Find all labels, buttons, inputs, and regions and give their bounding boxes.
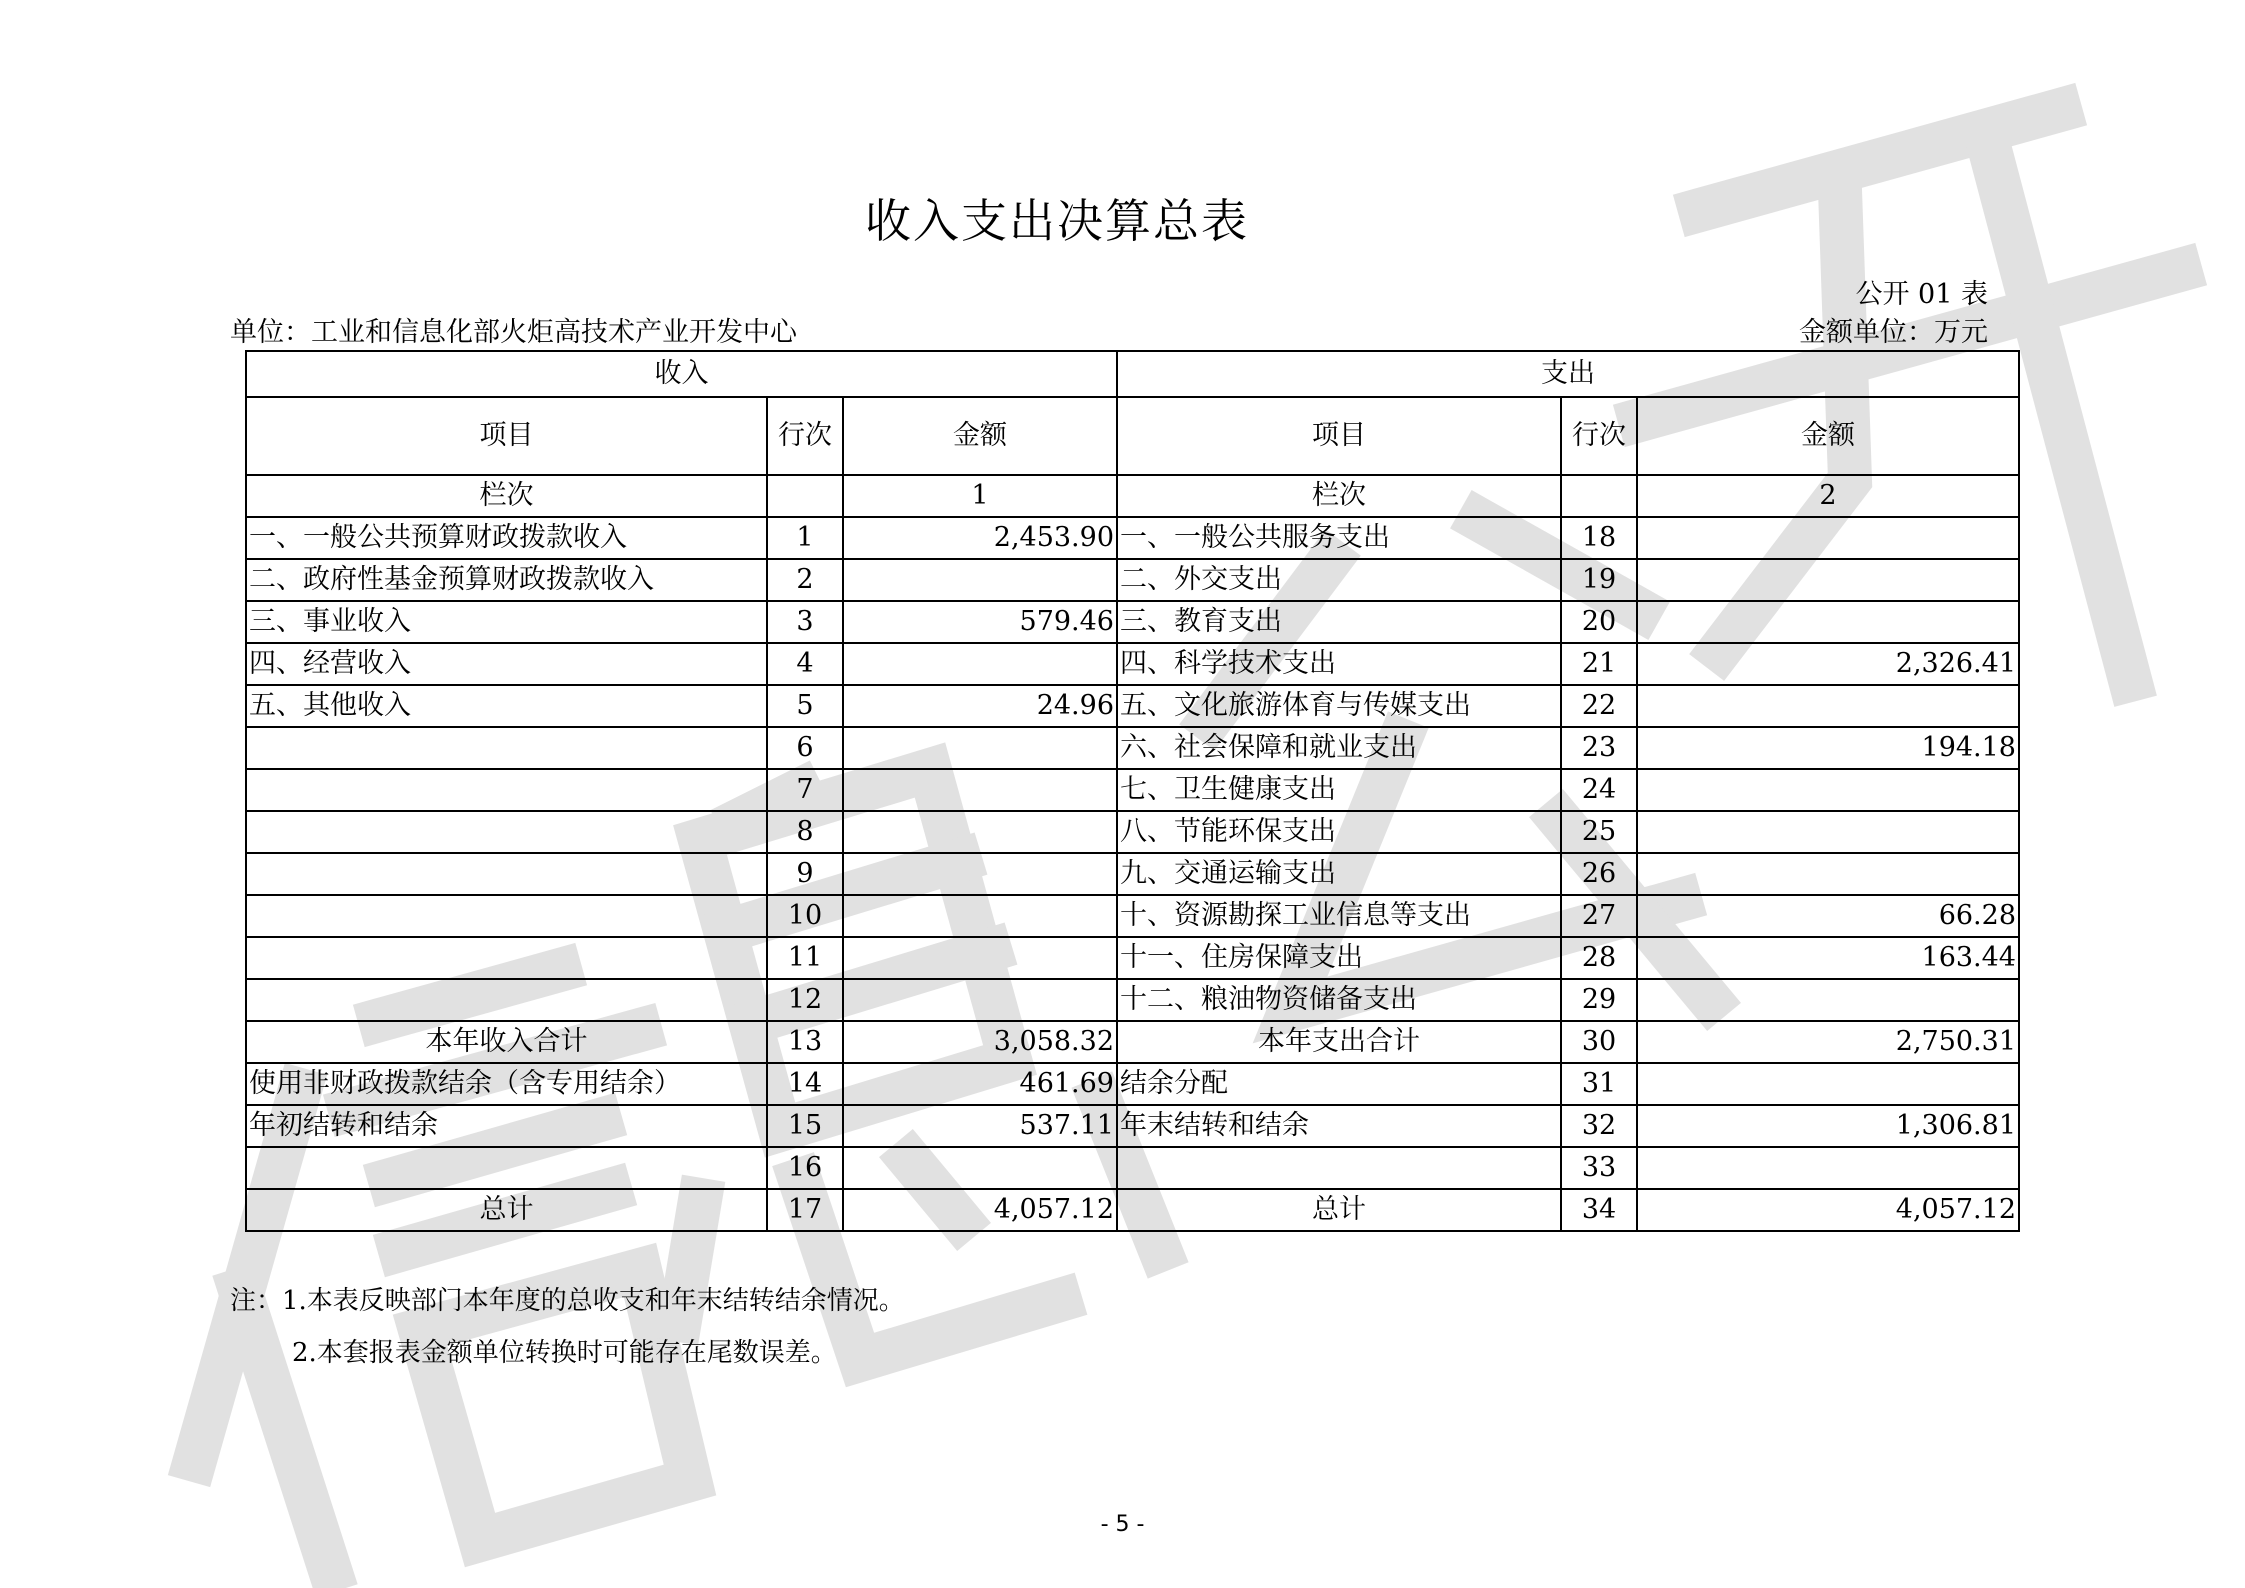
income-amount-cell (843, 853, 1117, 895)
table-row (246, 1021, 2019, 1063)
income-amount-cell (843, 1147, 1117, 1189)
income-row-no-cell: 10 (767, 895, 843, 937)
expense-amount-cell: 1,306.81 (1637, 1105, 2019, 1147)
income-row-no-cell: 11 (767, 937, 843, 979)
income-amount-cell: 461.69 (843, 1063, 1117, 1105)
expense-column-number: 2 (1637, 475, 2019, 517)
expense-amount-cell (1637, 517, 2019, 559)
expense-item-cell: 十一、住房保障支出 (1117, 937, 1561, 979)
note-1: 注：1.本表反映部门本年度的总收支和年末结转结余情况。 (230, 1286, 905, 1316)
income-row-no-cell: 3 (767, 601, 843, 643)
income-amount-cell (843, 727, 1117, 769)
expense-item-cell (1117, 1147, 1561, 1189)
expense-item-cell: 五、文化旅游体育与传媒支出 (1117, 685, 1561, 727)
expense-item-cell: 本年支出合计 (1117, 1021, 1561, 1063)
income-amount-cell (843, 811, 1117, 853)
income-item-cell: 三、事业收入 (246, 601, 767, 643)
expense-row-no-cell: 20 (1561, 601, 1637, 643)
expense-amount-cell (1637, 601, 2019, 643)
expense-amount-cell (1637, 979, 2019, 1021)
income-row-no-cell: 2 (767, 559, 843, 601)
table-row (246, 1189, 2019, 1231)
expense-row-no-cell: 28 (1561, 937, 1637, 979)
expense-amount-cell (1637, 1147, 2019, 1189)
expense-amount-cell: 194.18 (1637, 727, 2019, 769)
table-row (246, 727, 2019, 769)
income-row-no-cell: 16 (767, 1147, 843, 1189)
expense-row-no-cell: 22 (1561, 685, 1637, 727)
section-header-row (246, 351, 2019, 397)
expense-item-cell: 总计 (1117, 1189, 1561, 1231)
form-number: 公开 01 表 (1855, 279, 1988, 310)
expense-item-cell: 九、交通运输支出 (1117, 853, 1561, 895)
table-row (246, 1105, 2019, 1147)
expense-row-no-cell: 27 (1561, 895, 1637, 937)
income-amount-cell (843, 559, 1117, 601)
table-row (246, 769, 2019, 811)
income-amount-cell: 24.96 (843, 685, 1117, 727)
expense-item-cell: 十二、粮油物资储备支出 (1117, 979, 1561, 1021)
column-header-row (246, 397, 2019, 475)
page-number: - 5 - (1100, 1512, 1145, 1537)
income-amount-cell (843, 937, 1117, 979)
expense-amount-cell: 163.44 (1637, 937, 2019, 979)
expense-column-blank (1561, 475, 1637, 517)
income-row-no-cell: 9 (767, 853, 843, 895)
expense-row-no-cell: 18 (1561, 517, 1637, 559)
income-item-cell (246, 853, 767, 895)
expense-amount-cell (1637, 853, 2019, 895)
income-item-cell: 二、政府性基金预算财政拨款收入 (246, 559, 767, 601)
income-row-no-cell: 5 (767, 685, 843, 727)
expense-row-no-cell: 26 (1561, 853, 1637, 895)
expense-section-header: 支出 (1117, 351, 2019, 397)
expense-row-no-cell: 23 (1561, 727, 1637, 769)
income-row-no-header: 行次 (767, 397, 843, 475)
income-item-cell (246, 1147, 767, 1189)
income-amount-cell (843, 979, 1117, 1021)
income-amount-cell: 3,058.32 (843, 1021, 1117, 1063)
expense-item-cell: 十、资源勘探工业信息等支出 (1117, 895, 1561, 937)
expense-item-cell: 一、一般公共服务支出 (1117, 517, 1561, 559)
expense-amount-cell (1637, 769, 2019, 811)
income-amount-cell: 4,057.12 (843, 1189, 1117, 1231)
table-row (246, 895, 2019, 937)
income-item-cell: 年初结转和结余 (246, 1105, 767, 1147)
income-item-cell (246, 937, 767, 979)
table-row (246, 685, 2019, 727)
income-item-cell (246, 811, 767, 853)
expense-row-no-cell: 30 (1561, 1021, 1637, 1063)
table-row (246, 811, 2019, 853)
expense-row-no-cell: 24 (1561, 769, 1637, 811)
expense-item-cell: 结余分配 (1117, 1063, 1561, 1105)
income-item-cell (246, 895, 767, 937)
expense-amount-cell (1637, 1063, 2019, 1105)
income-column-blank (767, 475, 843, 517)
income-item-cell (246, 769, 767, 811)
income-expense-table (245, 350, 2020, 1232)
income-row-no-cell: 17 (767, 1189, 843, 1231)
income-row-no-cell: 4 (767, 643, 843, 685)
income-row-no-cell: 15 (767, 1105, 843, 1147)
income-row-no-cell: 14 (767, 1063, 843, 1105)
income-amount-cell: 2,453.90 (843, 517, 1117, 559)
expense-row-no-header: 行次 (1561, 397, 1637, 475)
table-row (246, 601, 2019, 643)
income-column-number: 1 (843, 475, 1117, 517)
expense-amount-cell: 66.28 (1637, 895, 2019, 937)
expense-item-header: 项目 (1117, 397, 1561, 475)
expense-row-no-cell: 25 (1561, 811, 1637, 853)
table-row (246, 1147, 2019, 1189)
unit-label: 单位：工业和信息化部火炬高技术产业开发中心 (230, 317, 797, 348)
table-row (246, 937, 2019, 979)
income-item-header: 项目 (246, 397, 767, 475)
income-item-cell: 四、经营收入 (246, 643, 767, 685)
expense-column-label: 栏次 (1117, 475, 1561, 517)
income-section-header: 收入 (246, 351, 1117, 397)
expense-amount-cell: 2,750.31 (1637, 1021, 2019, 1063)
income-item-cell: 本年收入合计 (246, 1021, 767, 1063)
income-amount-header: 金额 (843, 397, 1117, 475)
table-row (246, 517, 2019, 559)
expense-item-cell: 八、节能环保支出 (1117, 811, 1561, 853)
expense-amount-cell (1637, 559, 2019, 601)
column-number-row (246, 475, 2019, 517)
income-amount-cell (843, 895, 1117, 937)
income-item-cell: 使用非财政拨款结余（含专用结余） (246, 1063, 767, 1105)
income-amount-cell: 579.46 (843, 601, 1117, 643)
income-row-no-cell: 13 (767, 1021, 843, 1063)
table-row (246, 1063, 2019, 1105)
note-2: 2.本套报表金额单位转换时可能存在尾数误差。 (292, 1338, 837, 1368)
expense-amount-cell: 4,057.12 (1637, 1189, 2019, 1231)
amount-unit-label: 金额单位：万元 (1799, 317, 1988, 348)
income-item-cell (246, 727, 767, 769)
page-title: 收入支出决算总表 (865, 194, 1249, 248)
expense-item-cell: 七、卫生健康支出 (1117, 769, 1561, 811)
income-row-no-cell: 12 (767, 979, 843, 1021)
expense-item-cell: 四、科学技术支出 (1117, 643, 1561, 685)
expense-item-cell: 六、社会保障和就业支出 (1117, 727, 1561, 769)
income-column-label: 栏次 (246, 475, 767, 517)
expense-row-no-cell: 29 (1561, 979, 1637, 1021)
expense-amount-cell (1637, 685, 2019, 727)
income-amount-cell: 537.11 (843, 1105, 1117, 1147)
income-row-no-cell: 7 (767, 769, 843, 811)
expense-amount-header: 金额 (1637, 397, 2019, 475)
income-item-cell: 一、一般公共预算财政拨款收入 (246, 517, 767, 559)
income-row-no-cell: 8 (767, 811, 843, 853)
expense-row-no-cell: 33 (1561, 1147, 1637, 1189)
expense-item-cell: 三、教育支出 (1117, 601, 1561, 643)
expense-row-no-cell: 31 (1561, 1063, 1637, 1105)
table-row (246, 559, 2019, 601)
table-row (246, 643, 2019, 685)
expense-row-no-cell: 21 (1561, 643, 1637, 685)
table-row (246, 979, 2019, 1021)
income-row-no-cell: 6 (767, 727, 843, 769)
income-item-cell: 总计 (246, 1189, 767, 1231)
expense-item-cell: 二、外交支出 (1117, 559, 1561, 601)
expense-row-no-cell: 19 (1561, 559, 1637, 601)
income-item-cell (246, 979, 767, 1021)
income-item-cell: 五、其他收入 (246, 685, 767, 727)
expense-item-cell: 年末结转和结余 (1117, 1105, 1561, 1147)
income-row-no-cell: 1 (767, 517, 843, 559)
expense-row-no-cell: 32 (1561, 1105, 1637, 1147)
expense-row-no-cell: 34 (1561, 1189, 1637, 1231)
expense-amount-cell (1637, 811, 2019, 853)
table-row (246, 853, 2019, 895)
income-amount-cell (843, 643, 1117, 685)
expense-amount-cell: 2,326.41 (1637, 643, 2019, 685)
income-amount-cell (843, 769, 1117, 811)
